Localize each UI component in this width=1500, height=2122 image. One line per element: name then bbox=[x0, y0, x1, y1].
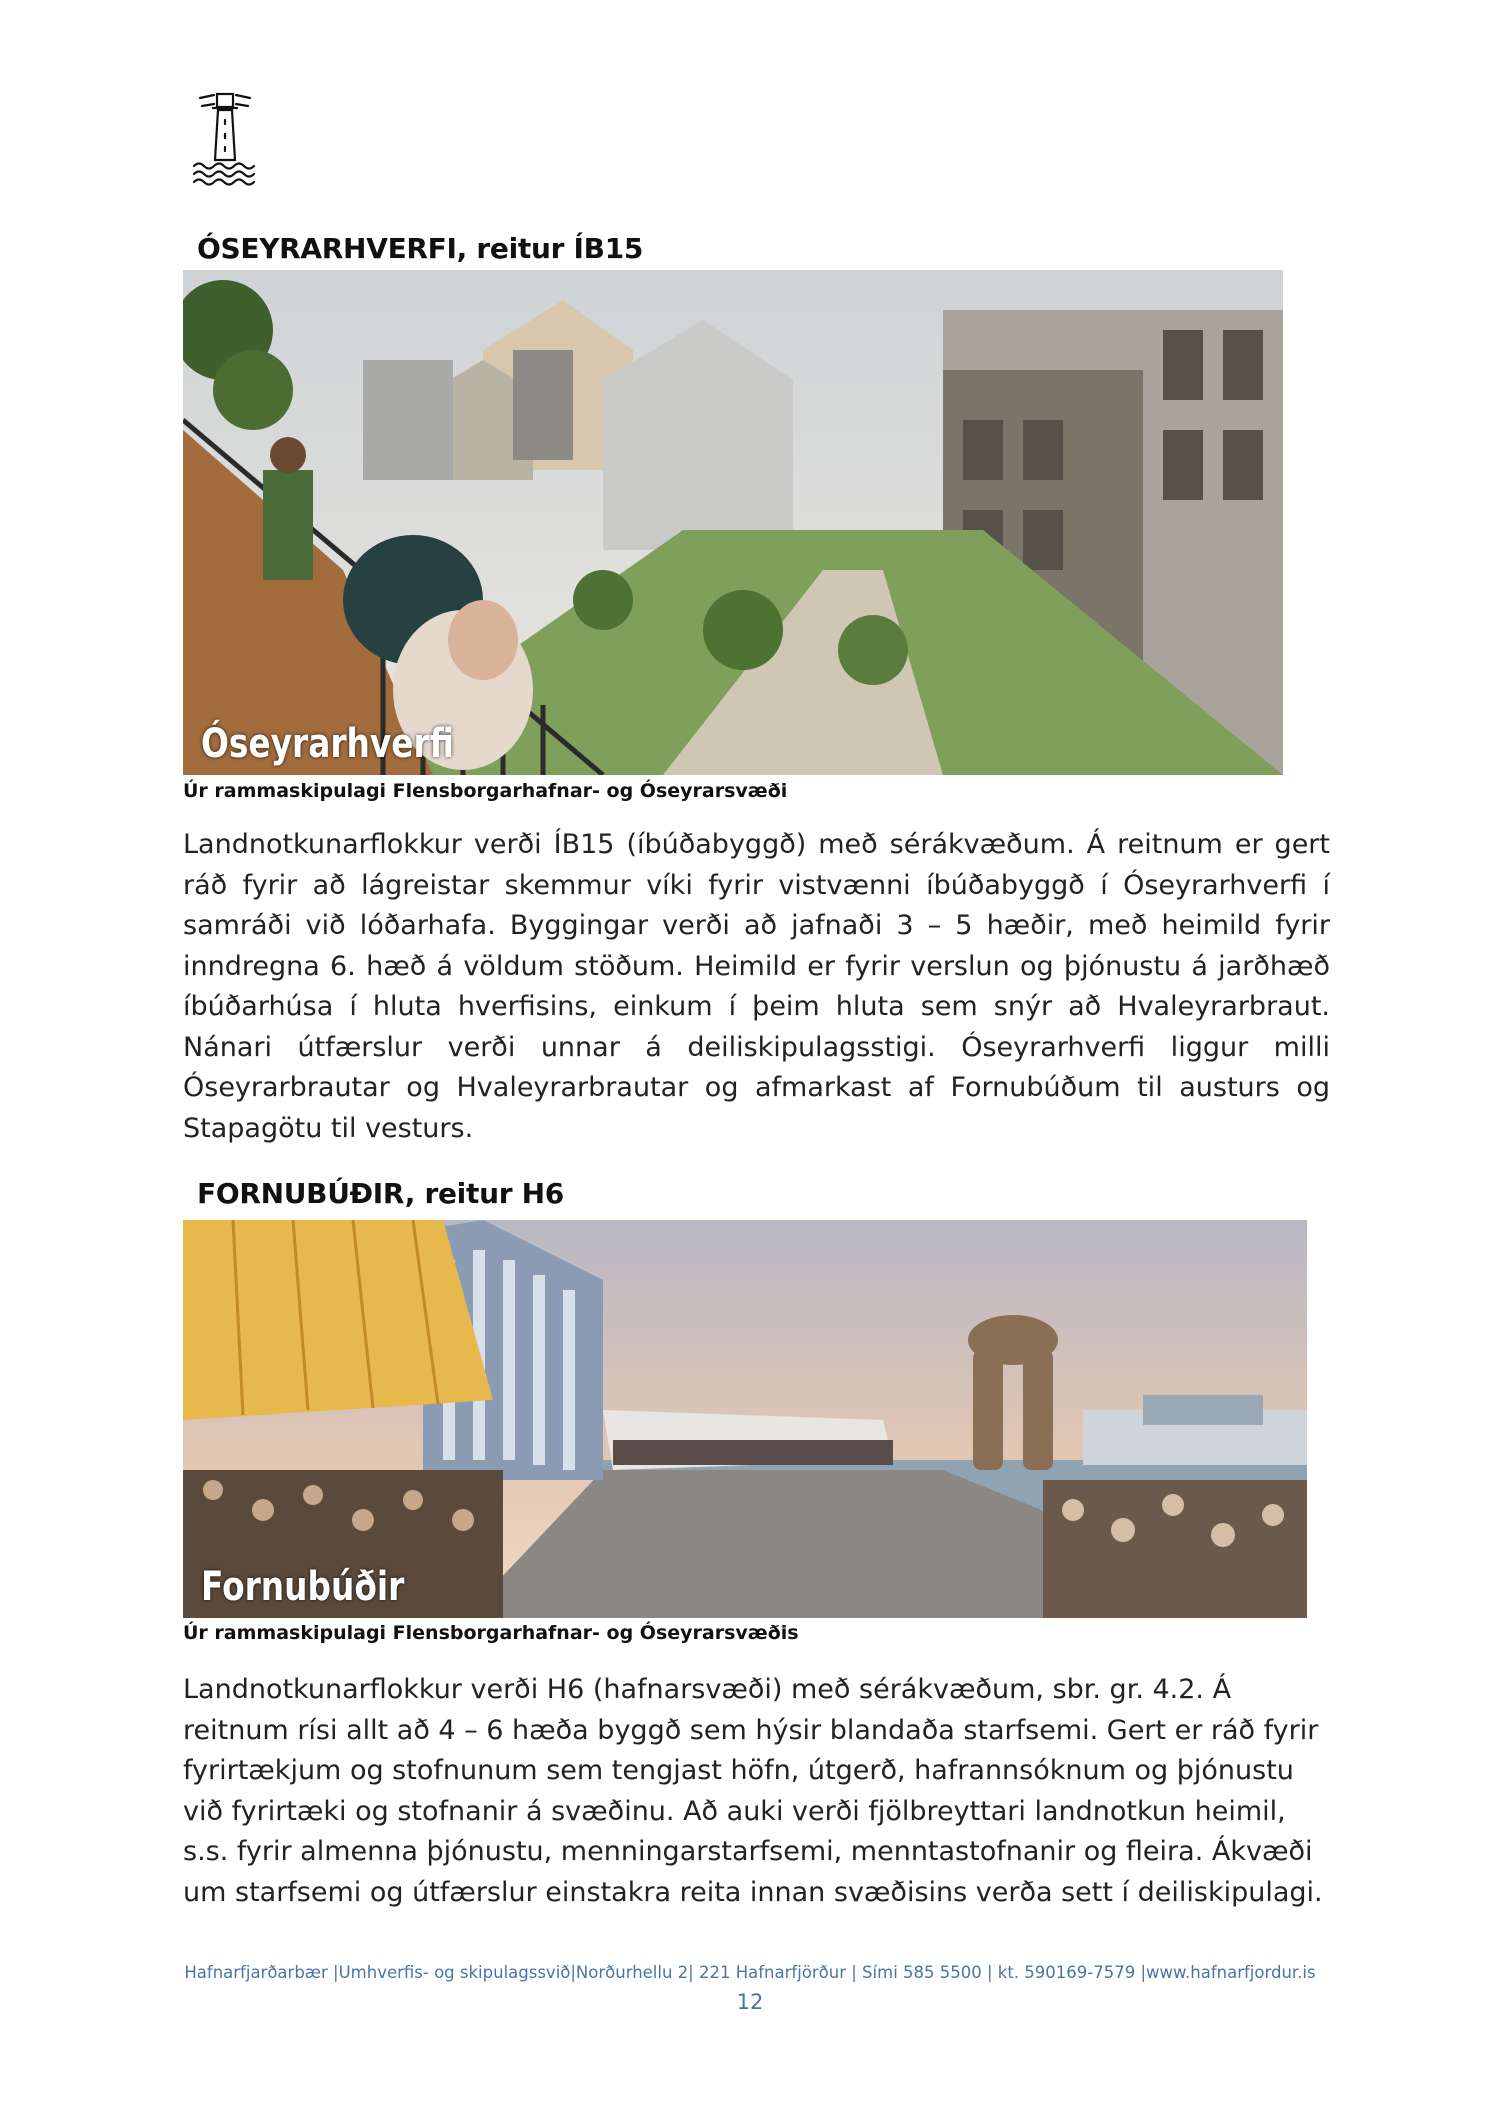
section-heading-fornubudir: FORNUBÚÐIR, reitur H6 bbox=[197, 1177, 564, 1210]
footer-contact-line: Hafnarfjarðarbær |Umhverfis- og skipulagssvið|Norðurhellu 2| 221 Hafnarfjörður | Sími 585 5500 | kt. 590169-7579 |www.hafnarfjordur.is bbox=[184, 1963, 1316, 1982]
section-body-text: Landnotkunarflokkur verði H6 (hafnarsvæði) með sérákvæðum, sbr. gr. 4.2. Á reitnum rísi allt að 4 – 6 hæða byggð sem hýsir blandaða starfsemi. Gert er ráð fyrir fyrirtækjum og stofnunum sem tengjast höfn, útgerð, hafrannsóknum og þjónustu við fyrirtæki og stofnanir á svæðinu. Að auki verði fjölbreyttari landnotkun heimil, s.s. fyrir almenna þjónustu, menningarstarfsemi, menntastofnanir og fleira. Ákvæði um starfsemi og útfærslur einstakra reita innan svæðisins verða sett í deiliskipulagi. bbox=[183, 1674, 1323, 1908]
image-overlay-label: Fornubúðir bbox=[201, 1564, 405, 1610]
image-caption: Úr rammaskipulagi Flensborgarhafnar- og Óseyrarsvæði bbox=[183, 780, 788, 802]
fornubudir-rendering-image bbox=[183, 1220, 1307, 1618]
page-number: 12 bbox=[736, 1990, 764, 2014]
image-overlay-label: Óseyrarhverfi bbox=[201, 721, 454, 767]
lighthouse-icon bbox=[190, 90, 260, 190]
section-heading-oseyrarhverfi: ÓSEYRARHVERFI, reitur ÍB15 bbox=[197, 232, 644, 265]
oseyrarhverfi-rendering-image bbox=[183, 270, 1283, 775]
image-caption: Úr rammaskipulagi Flensborgarhafnar- og Óseyrarsvæðis bbox=[183, 1622, 799, 1644]
section-body-text: Landnotkunarflokkur verði ÍB15 (íbúðabyggð) með sérákvæðum. Á reitnum er gert ráð fyrir að lágreistar skemmur víki fyrir vistvænni íbúðabyggð í Óseyrarhverfi í samráði við lóðarhafa. Byggingar verði að jafnaði 3 – 5 hæðir, með heimild fyrir inndregna 6. hæð á völdum stöðum. Heimild er fyrir verslun og þjónustu á jarðhæð íbúðarhúsa í hluta hverfisins, einkum í þeim hluta sem snýr að Hvaleyrarbraut. Nánari útfærslur verði unnar á deiliskipulagsstigi. Óseyrarhverfi liggur milli Óseyrarbrautar og Hvaleyrarbrautar og afmarkast af Fornubúðum til austurs og Stapagötu til vesturs. bbox=[183, 829, 1330, 1144]
